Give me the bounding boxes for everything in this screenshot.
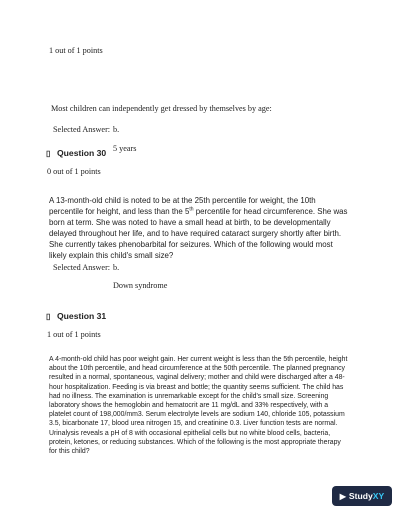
q29-selected-label: Selected Answer: — [53, 125, 111, 134]
q31-score: 1 out of 1 points — [47, 330, 101, 339]
q30-answer-text: Down syndrome — [113, 281, 168, 290]
logo-brand-suffix: XY — [372, 491, 385, 501]
play-arrow-icon: ▶ — [339, 491, 346, 501]
q30-answer-letter: b. — [113, 263, 120, 272]
square-icon: ▯ — [46, 312, 51, 321]
q31-text: A 4-month-old child has poor weight gain. Her current weight is less than the 5th percentile, height about the 10th percentile, and head circumference at the 50th percentile. The planned pregnancy resulted in a normal, spontaneous, vaginal delivery; mother and child were discharged after a 48-hour hospitalization. Feeding is via breast and bottle; the quantity seems sufficient. The child has had no illness. The examination is unremarkable except for the child's small size. Screening laboratory shows the hemoglobin and hematocrit are 11 mg/dL and 33% respectively, with a platelet count of 198,000/mm3. Serum electrolyte levels are sodium 140, chloride 105, potassium 3.5, bicarbonate 17, blood urea nitrogen 15, and creatinine 0.3. Liver function tests are normal. Urinalysis reveals a pH of 8 with occasional epithelial cells but no white blood cells, bacteria, protein, ketones, or reducing substances. Which of the following is the most appropriate therapy for this child? — [49, 356, 348, 456]
question-30-heading — [46, 148, 106, 158]
square-icon: ▯ — [46, 149, 51, 158]
q29-answer-text: 5 years — [113, 144, 137, 153]
q30-text — [49, 195, 349, 261]
question-30-title: Question 30 — [57, 148, 107, 158]
question-31-heading — [46, 311, 106, 321]
q30-score: 0 out of 1 points — [47, 167, 101, 176]
q29-answer-letter: b. — [113, 125, 120, 134]
question-31-title: Question 31 — [57, 311, 107, 321]
q29-score: 1 out of 1 points — [49, 46, 103, 55]
logo-brand-prefix: Study — [348, 491, 373, 501]
q30-text-sup: th — [189, 206, 194, 213]
q30-selected-label: Selected Answer: — [53, 263, 111, 272]
studyxy-logo — [332, 486, 392, 506]
q29-text: Most children can independently get dressed by themselves by age: — [51, 104, 272, 113]
q30-text-part2: percentile for head circumference. She was born at term. She was noted to have a small head at birth, to be developmentally delayed throughout her life, and to have required cataract surgery shortly after birth. She currently takes phenobarbital for seizures. Which of the following would most likely explain this child's small size? — [49, 207, 348, 260]
q30-text-part1: A 13-month-old child is noted to be at the 25th percentile for weight, the 10th percentile for height, and less than the 5 — [49, 196, 316, 216]
